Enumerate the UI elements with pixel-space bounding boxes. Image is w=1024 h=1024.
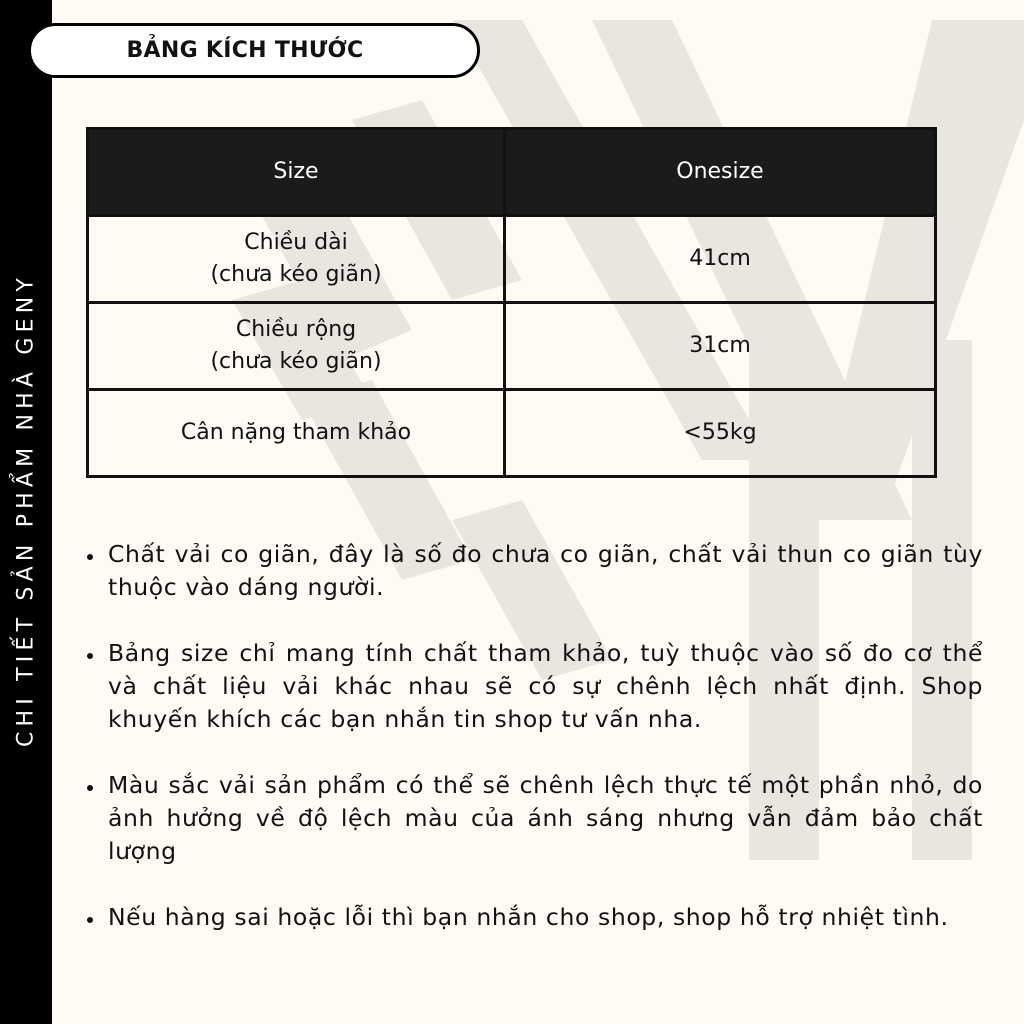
row-value-weight: <55kg: [505, 390, 936, 477]
sidebar: [0, 0, 52, 1024]
row-label-line2: (chưa kéo giãn): [210, 349, 382, 374]
column-header-onesize: Onesize: [505, 129, 936, 216]
row-label-length: [88, 216, 505, 303]
row-label-weight: [88, 390, 505, 477]
table-row: [88, 216, 936, 303]
row-label-line1: Chiều dài: [244, 230, 348, 255]
sidebar-vertical-label: CHI TIẾT SẢN PHẨM NHÀ GENY: [13, 272, 39, 748]
note-item: Bảng size chỉ mang tính chất tham khảo, tuỳ thuộc vào số đo cơ thể và chất liệu vải khác nhau sẽ có sự chênh lệch nhất định. Shop khuyến khích các bạn nhắn tin shop tư vấn nha.: [86, 637, 983, 736]
table-row: [88, 303, 936, 390]
note-item: Chất vải co giãn, đây là số đo chưa co giãn, chất vải thun co giãn tùy thuộc vào dáng người.: [86, 538, 983, 604]
row-value-width: 31cm: [505, 303, 936, 390]
row-label-line2: (chưa kéo giãn): [210, 262, 382, 287]
notes-list: [86, 538, 983, 967]
table-row: [88, 390, 936, 477]
table-header-row: [88, 129, 936, 216]
column-header-size: Size: [88, 129, 505, 216]
row-value-length: 41cm: [505, 216, 936, 303]
note-item: Màu sắc vải sản phẩm có thể sẽ chênh lệch thực tế một phần nhỏ, do ảnh hưởng về độ lệch màu của ánh sáng nhưng vẫn đảm bảo chất lượng: [86, 769, 983, 868]
size-table: [86, 127, 937, 478]
row-label-width: [88, 303, 505, 390]
page-title: BẢNG KÍCH THƯỚC: [126, 38, 364, 63]
note-item: Nếu hàng sai hoặc lỗi thì bạn nhắn cho shop, shop hỗ trợ nhiệt tình.: [86, 901, 983, 934]
row-label-line1: Cân nặng tham khảo: [180, 420, 412, 445]
page-title-pill: [28, 23, 480, 78]
row-label-line1: Chiều rộng: [235, 317, 357, 342]
